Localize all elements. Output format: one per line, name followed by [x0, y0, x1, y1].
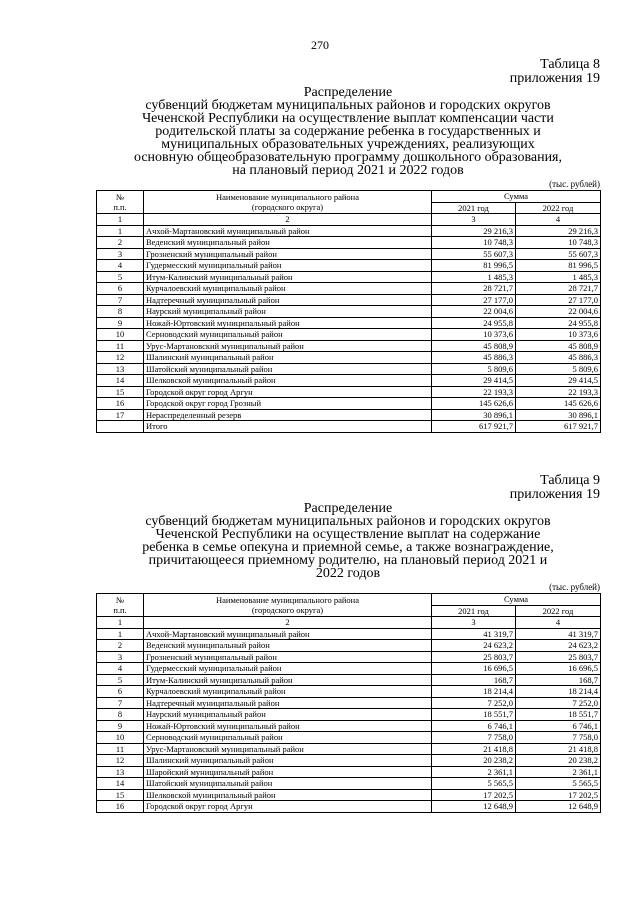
row-district-name: Наурский муниципальный район: [144, 709, 432, 721]
table-row: [97, 789, 601, 801]
table-row: [97, 352, 601, 364]
row-district-name: Надтеречный муниципальный район: [144, 697, 432, 709]
row-value-2022: 5 809,6: [516, 363, 601, 375]
row-value-2021: 145 626,6: [432, 398, 516, 410]
total-2022: 617 921,7: [516, 421, 601, 433]
row-district-name: Шаройский муниципальный район: [144, 766, 432, 778]
table-row: [97, 709, 601, 721]
row-value-2022: 1 485,3: [516, 271, 601, 283]
row-number: 2: [97, 237, 144, 249]
table-row: [97, 720, 601, 732]
row-value-2022: 12 648,9: [516, 801, 601, 813]
row-number: 10: [97, 329, 144, 341]
table-8-subtitle-line: родительской платы за содержание ребенка в государственных и: [155, 124, 541, 139]
table-8-subtitle-line: основную общеобразовательную программу дошкольного образования,: [133, 150, 563, 165]
index-cell: 2: [144, 214, 432, 226]
index-cell: 4: [516, 214, 601, 226]
table-row: [97, 674, 601, 686]
row-value-2021: 22 004,6: [432, 306, 516, 318]
row-number: 7: [97, 697, 144, 709]
row-number: 1: [97, 225, 144, 237]
header-num: № п.п.: [97, 191, 144, 214]
row-value-2021: 12 648,9: [432, 801, 516, 813]
row-value-2021: 17 202,5: [432, 789, 516, 801]
table-row: [97, 225, 601, 237]
row-district-name: Гудермесский муниципальный район: [144, 663, 432, 675]
table-9-appendix-label: приложения 19: [509, 487, 600, 502]
row-value-2022: 22 193,3: [516, 386, 601, 398]
table-9-units: (тыс. рублей): [549, 582, 600, 592]
total-num-cell: [97, 421, 144, 433]
row-number: 12: [97, 352, 144, 364]
row-number: 12: [97, 755, 144, 767]
row-value-2021: 25 803,7: [432, 651, 516, 663]
table-row: [97, 294, 601, 306]
row-district-name: Шатойский муниципальный район: [144, 363, 432, 375]
table-8-subtitle-line: субвенций бюджетам муниципальных районов и городских округов: [145, 98, 551, 113]
row-number: 14: [97, 778, 144, 790]
row-value-2022: 18 551,7: [516, 709, 601, 721]
table-row: [97, 271, 601, 283]
table-row: [97, 375, 601, 387]
row-value-2022: 18 214,4: [516, 686, 601, 698]
row-number: 15: [97, 789, 144, 801]
row-value-2021: 1 485,3: [432, 271, 516, 283]
table-row: [97, 340, 601, 352]
row-district-name: Шелковской муниципальный район: [144, 375, 432, 387]
row-number: 4: [97, 663, 144, 675]
table-row: [97, 697, 601, 709]
table-9-subtitle-line: ребенка в семье опекуна и приемной семье, а также вознаграждение,: [142, 540, 554, 555]
row-value-2022: 45 808,9: [516, 340, 601, 352]
table-row: [97, 248, 601, 260]
row-value-2021: 24 955,8: [432, 317, 516, 329]
header-num: № п.п.: [97, 594, 144, 617]
index-cell: 2: [144, 617, 432, 629]
row-number: 14: [97, 375, 144, 387]
row-value-2021: 18 551,7: [432, 709, 516, 721]
table-row: [97, 386, 601, 398]
row-value-2022: 81 996,5: [516, 260, 601, 272]
row-number: 16: [97, 398, 144, 410]
table-row: [97, 363, 601, 375]
row-district-name: Ачхой-Мартановский муниципальный район: [144, 225, 432, 237]
table-9-subtitle-line: субвенций бюджетам муниципальных районов и городских округов: [145, 514, 551, 529]
row-number: 13: [97, 766, 144, 778]
table-row: [97, 663, 601, 675]
index-cell: 1: [97, 617, 144, 629]
row-value-2021: 45 808,9: [432, 340, 516, 352]
row-value-2021: 81 996,5: [432, 260, 516, 272]
table-9-heading: [96, 502, 600, 580]
table-row: [97, 283, 601, 295]
row-district-name: Курчалоевский муниципальный район: [144, 686, 432, 698]
row-district-name: Итум-Калинский муниципальный район: [144, 271, 432, 283]
row-value-2022: 5 565,5: [516, 778, 601, 790]
row-district-name: Нераспределенный резерв: [144, 409, 432, 421]
row-number: 15: [97, 386, 144, 398]
table-9-section: [96, 474, 600, 813]
row-value-2021: 7 252,0: [432, 697, 516, 709]
table-index-row: [97, 617, 601, 629]
table-row: [97, 686, 601, 698]
table-row: [97, 237, 601, 249]
row-district-name: Надтеречный муниципальный район: [144, 294, 432, 306]
row-value-2022: 6 746,1: [516, 720, 601, 732]
row-number: 8: [97, 306, 144, 318]
row-district-name: Урус-Мартановский муниципальный район: [144, 743, 432, 755]
row-value-2022: 21 418,8: [516, 743, 601, 755]
table-row: [97, 766, 601, 778]
header-year-2021: 2021 год: [432, 605, 516, 617]
header-sum: Сумма: [432, 191, 601, 203]
row-value-2022: 168,7: [516, 674, 601, 686]
row-district-name: Городской округ город Аргун: [144, 386, 432, 398]
table-row: [97, 732, 601, 744]
row-district-name: Курчалоевский муниципальный район: [144, 283, 432, 295]
index-cell: 3: [432, 214, 516, 226]
table-row: [97, 628, 601, 640]
row-number: 9: [97, 317, 144, 329]
row-value-2021: 27 177,0: [432, 294, 516, 306]
row-value-2021: 28 721,7: [432, 283, 516, 295]
row-value-2021: 30 896,1: [432, 409, 516, 421]
row-value-2022: 145 626,6: [516, 398, 601, 410]
row-value-2022: 29 216,3: [516, 225, 601, 237]
row-district-name: Веденский муниципальный район: [144, 640, 432, 652]
index-cell: 3: [432, 617, 516, 629]
index-cell: 1: [97, 214, 144, 226]
row-district-name: Шелковской муниципальный район: [144, 789, 432, 801]
row-district-name: Урус-Мартановский муниципальный район: [144, 340, 432, 352]
row-value-2022: 2 361,1: [516, 766, 601, 778]
table-8-heading: [96, 86, 600, 177]
table-row: [97, 743, 601, 755]
row-value-2022: 16 696,5: [516, 663, 601, 675]
row-number: 7: [97, 294, 144, 306]
row-value-2021: 5 809,6: [432, 363, 516, 375]
table-row: [97, 260, 601, 272]
row-district-name: Серноводский муниципальный район: [144, 329, 432, 341]
row-number: 5: [97, 271, 144, 283]
page-number: 270: [311, 38, 329, 52]
table-row: [97, 398, 601, 410]
row-value-2022: 24 955,8: [516, 317, 601, 329]
row-value-2021: 2 361,1: [432, 766, 516, 778]
row-number: 13: [97, 363, 144, 375]
row-value-2022: 55 607,3: [516, 248, 601, 260]
table-total-row: [97, 421, 601, 433]
row-number: 6: [97, 686, 144, 698]
row-number: 17: [97, 409, 144, 421]
row-value-2021: 22 193,3: [432, 386, 516, 398]
row-district-name: Итум-Калинский муниципальный район: [144, 674, 432, 686]
row-number: 8: [97, 709, 144, 721]
row-district-name: Веденский муниципальный район: [144, 237, 432, 249]
table-row: [97, 755, 601, 767]
row-value-2021: 41 319,7: [432, 628, 516, 640]
table-8-section: [96, 58, 600, 433]
header-name: Наименование муниципального района (городского округа): [144, 594, 432, 617]
row-value-2021: 10 373,6: [432, 329, 516, 341]
table-8-label: Таблица 8: [540, 57, 600, 72]
table-row: [97, 651, 601, 663]
row-value-2022: 27 177,0: [516, 294, 601, 306]
row-value-2021: 6 746,1: [432, 720, 516, 732]
row-number: 10: [97, 732, 144, 744]
row-number: 5: [97, 674, 144, 686]
row-district-name: Шалинский муниципальный район: [144, 352, 432, 364]
table-8-subtitle-line: на плановый период 2021 и 2022 годов: [232, 163, 464, 178]
header-year-2022: 2022 год: [516, 202, 601, 214]
row-district-name: Наурский муниципальный район: [144, 306, 432, 318]
row-number: 6: [97, 283, 144, 295]
row-number: 9: [97, 720, 144, 732]
row-value-2021: 18 214,4: [432, 686, 516, 698]
row-value-2021: 5 565,5: [432, 778, 516, 790]
table-9-title: Распределение: [303, 501, 393, 516]
table-row: [97, 409, 601, 421]
row-number: 4: [97, 260, 144, 272]
table-row: [97, 317, 601, 329]
row-value-2022: 7 252,0: [516, 697, 601, 709]
table-8-appendix-label: приложения 19: [509, 71, 600, 86]
table-9-subtitle-line: 2022 годов: [315, 566, 381, 581]
row-value-2022: 41 319,7: [516, 628, 601, 640]
table-row: [97, 306, 601, 318]
header-year-2022: 2022 год: [516, 605, 601, 617]
row-value-2022: 22 004,6: [516, 306, 601, 318]
row-district-name: Ножай-Юртовский муниципальный район: [144, 720, 432, 732]
row-district-name: Грозненский муниципальный район: [144, 651, 432, 663]
row-value-2022: 10 373,6: [516, 329, 601, 341]
row-number: 3: [97, 651, 144, 663]
header-name: Наименование муниципального района (городского округа): [144, 191, 432, 214]
row-district-name: Городской округ город Грозный: [144, 398, 432, 410]
row-number: 2: [97, 640, 144, 652]
row-value-2022: 28 721,7: [516, 283, 601, 295]
row-value-2021: 21 418,8: [432, 743, 516, 755]
table-index-row: [97, 214, 601, 226]
row-number: 1: [97, 628, 144, 640]
header-sum: Сумма: [432, 594, 601, 606]
row-value-2022: 29 414,5: [516, 375, 601, 387]
row-value-2021: 24 623,2: [432, 640, 516, 652]
table-row: [97, 801, 601, 813]
table-8-title: Распределение: [303, 85, 393, 100]
row-district-name: Городской округ город Аргун: [144, 801, 432, 813]
row-value-2022: 45 886,3: [516, 352, 601, 364]
row-value-2021: 55 607,3: [432, 248, 516, 260]
row-value-2021: 7 758,0: [432, 732, 516, 744]
index-cell: 4: [516, 617, 601, 629]
table-9-subtitle-line: Чеченской Республики на осуществление выплат на содержание: [155, 527, 541, 542]
table-row: [97, 640, 601, 652]
row-district-name: Гудермесский муниципальный район: [144, 260, 432, 272]
row-value-2021: 20 238,2: [432, 755, 516, 767]
row-number: 16: [97, 801, 144, 813]
row-district-name: Ножай-Юртовский муниципальный район: [144, 317, 432, 329]
row-value-2021: 29 216,3: [432, 225, 516, 237]
row-number: 11: [97, 340, 144, 352]
table-row: [97, 778, 601, 790]
row-value-2022: 10 748,3: [516, 237, 601, 249]
row-value-2021: 10 748,3: [432, 237, 516, 249]
row-district-name: Ачхой-Мартановский муниципальный район: [144, 628, 432, 640]
row-value-2022: 24 623,2: [516, 640, 601, 652]
row-district-name: Шатойский муниципальный район: [144, 778, 432, 790]
header-year-2021: 2021 год: [432, 202, 516, 214]
total-2021: 617 921,7: [432, 421, 516, 433]
row-value-2022: 30 896,1: [516, 409, 601, 421]
table-9-label: Таблица 9: [540, 473, 600, 488]
row-value-2021: 45 886,3: [432, 352, 516, 364]
table-9-subtitle-line: причитающееся приемному родителю, на плановый период 2021 и: [148, 553, 548, 568]
row-district-name: Шалинский муниципальный район: [144, 755, 432, 767]
table-header-row: [97, 191, 601, 203]
table-8-subtitle-line: Чеченской Республики на осуществление выплат компенсации части: [142, 111, 554, 126]
table-8-units: (тыс. рублей): [549, 179, 600, 189]
table-8: [96, 190, 601, 433]
row-value-2021: 168,7: [432, 674, 516, 686]
table-9: [96, 593, 601, 813]
row-value-2021: 16 696,5: [432, 663, 516, 675]
row-district-name: Серноводский муниципальный район: [144, 732, 432, 744]
row-value-2022: 17 202,5: [516, 789, 601, 801]
table-row: [97, 329, 601, 341]
row-value-2022: 7 758,0: [516, 732, 601, 744]
row-district-name: Грозненский муниципальный район: [144, 248, 432, 260]
row-value-2022: 25 803,7: [516, 651, 601, 663]
row-value-2021: 29 414,5: [432, 375, 516, 387]
table-header-row: [97, 594, 601, 606]
row-number: 3: [97, 248, 144, 260]
row-value-2022: 20 238,2: [516, 755, 601, 767]
total-label: Итого: [144, 421, 432, 433]
row-number: 11: [97, 743, 144, 755]
table-8-subtitle-line: муниципальных образовательных учреждениях, реализующих: [161, 137, 535, 152]
